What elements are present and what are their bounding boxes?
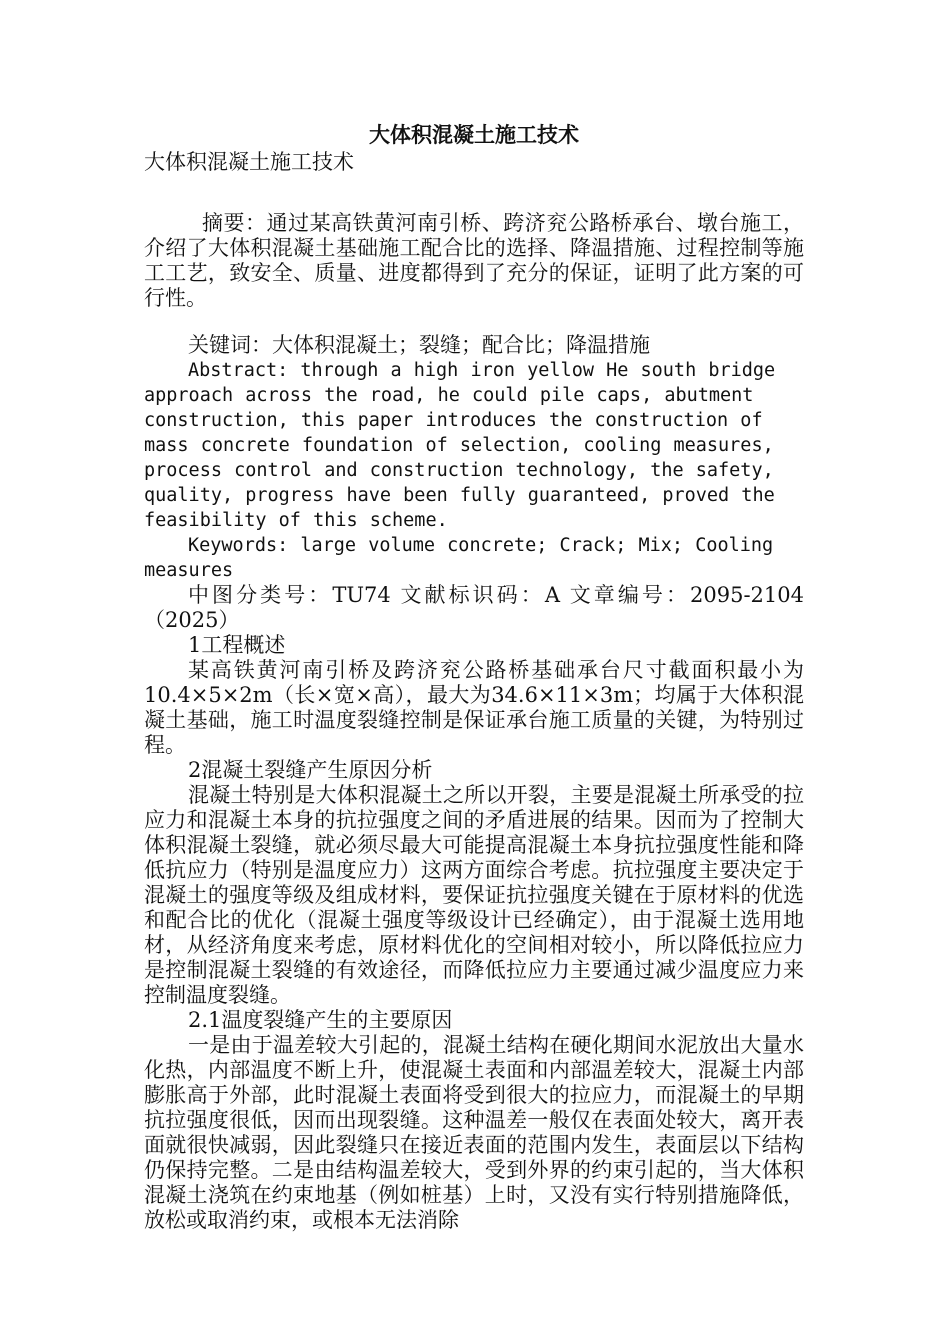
section-1-paragraph: 某高铁黄河南引桥及跨济兖公路桥基础承台尺寸截面积最小为10.4×5×2m（长×宽×高），最大为34.6×11×3m；均属于大体积混凝土基础，施工时温度裂缝控制是保证承台施工质量的关键，为特别过程。 — [144, 658, 804, 757]
keywords-chinese: 关键词：大体积混凝土；裂缝；配合比；降温措施 — [188, 333, 650, 357]
abstract-chinese: 摘要：通过某高铁黄河南引桥、跨济兖公路桥承台、墩台施工，介绍了大体积混凝土基础施工配合比的选择、降温措施、过程控制等施工工艺，致安全、质量、进度都得到了充分的保证，证明了此方案的可行性。 — [144, 211, 804, 310]
classification-line: 中图分类号：TU74 文献标识码：A 文章编号：2095-2104（2025） — [144, 583, 804, 632]
abstract-english: Abstract: through a high iron yellow He south bridge approach across the road, he could pile caps, abutment construction, this paper introduces the construction of mass concrete foundation of selection, cooling measures, process control and construction technology, the safety, quality, progress have been fully guaranteed, proved the feasibility of this scheme. — [144, 360, 776, 531]
section-2-1-heading: 2.1温度裂缝产生的主要原因 — [188, 1008, 453, 1032]
document-subtitle: 大体积混凝土施工技术 — [144, 150, 354, 174]
section-2-heading: 2混凝土裂缝产生原因分析 — [188, 758, 433, 782]
section-1-heading: 1工程概述 — [188, 633, 286, 657]
document-title: 大体积混凝土施工技术 — [369, 122, 579, 147]
document-page — [144, 0, 804, 1233]
keywords-english: Keywords: large volume concrete; Crack; Mix; Cooling measures — [144, 535, 774, 581]
section-2-1-paragraph: 一是由于温差较大引起的，混凝土结构在硬化期间水泥放出大量水化热，内部温度不断上升，使混凝土表面和内部温差较大，混凝土内部膨胀高于外部，此时混凝土表面将受到很大的拉应力，而混凝土的早期抗拉强度很低，因而出现裂缝。这种温差一般仅在表面处较大，离开表面就很快减弱，因此裂缝只在接近表面的范围内发生，表面层以下结构仍保持完整。二是由结构温差较大，受到外界的约束引起的，当大体积混凝土浇筑在约束地基（例如桩基）上时，又没有实行特别措施降低，放松或取消约束，或根本无法消除 — [144, 1033, 804, 1232]
section-2-paragraph: 混凝土特别是大体积混凝土之所以开裂，主要是混凝土所承受的拉应力和混凝土本身的抗拉强度之间的矛盾进展的结果。因而为了控制大体积混凝土裂缝，就必须尽最大可能提高混凝土本身抗拉强度性能和降低抗应力（特别是温度应力）这两方面综合考虑。抗拉强度主要决定于混凝土的强度等级及组成材料，要保证抗拉强度关键在于原材料的优选和配合比的优化（混凝土强度等级设计已经确定），由于混凝土选用地材，从经济角度来考虑，原材料优化的空间相对较小，所以降低拉应力是控制混凝土裂缝的有效途径，而降低拉应力主要通过减少温度应力来控制温度裂缝。 — [144, 783, 804, 1007]
